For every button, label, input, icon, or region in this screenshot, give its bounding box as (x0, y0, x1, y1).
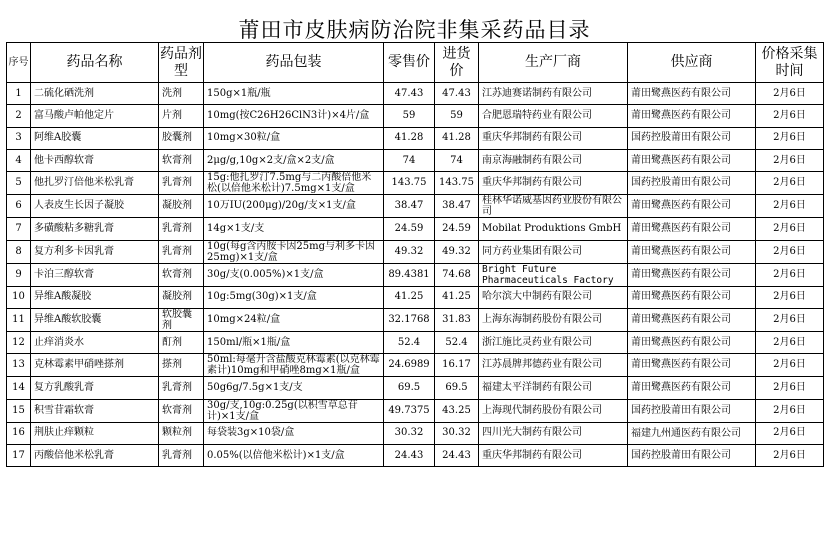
cell-date: 2月6日 (756, 263, 824, 286)
cell-name: 复方乳酸乳膏 (31, 377, 159, 399)
cell-maker: 桂林华诺威基因药业股份有限公司 (479, 195, 628, 218)
cell-pack: 10mg(按C26H26ClN3计)×4片/盒 (204, 105, 384, 127)
table-row (7, 445, 824, 467)
cell-form: 乳膏剂 (159, 445, 204, 467)
cell-supplier: 莆田鹭燕医药有限公司 (628, 377, 756, 399)
cell-supplier: 国药控股莆田有限公司 (628, 445, 756, 467)
cell-form: 乳膏剂 (159, 377, 204, 399)
header-date: 价格采集时间 (756, 43, 824, 83)
cell-retail: 41.28 (384, 127, 435, 149)
cell-retail: 24.6989 (384, 354, 435, 377)
cell-retail: 24.43 (384, 445, 435, 467)
cell-date: 2月6日 (756, 218, 824, 240)
cell-purchase: 74 (435, 150, 479, 172)
table-row (7, 105, 824, 127)
cell-maker: 哈尔滨大中制药有限公司 (479, 286, 628, 308)
cell-form: 搽剂 (159, 354, 204, 377)
cell-retail: 32.1768 (384, 309, 435, 332)
cell-name: 卡泊三醇软膏 (31, 263, 159, 286)
cell-pack: 2μg/g,10g×2支/盒×2支/盒 (204, 150, 384, 172)
cell-date: 2月6日 (756, 127, 824, 149)
cell-supplier: 莆田鹭燕医药有限公司 (628, 286, 756, 308)
cell-pack: 14g×1支/支 (204, 218, 384, 240)
table-row (7, 83, 824, 105)
cell-name: 人表皮生长因子凝胶 (31, 195, 159, 218)
cell-seq: 4 (7, 150, 31, 172)
header-retail: 零售价 (384, 43, 435, 83)
cell-supplier: 莆田鹭燕医药有限公司 (628, 83, 756, 105)
cell-maker: 上海现代制药股份有限公司 (479, 399, 628, 422)
cell-maker: 重庆华邦制药有限公司 (479, 172, 628, 195)
cell-supplier: 莆田鹭燕医药有限公司 (628, 105, 756, 127)
cell-maker: 福建太平洋制药有限公司 (479, 377, 628, 399)
header-seq: 序号 (7, 43, 31, 83)
cell-pack: 10g:5mg(30g)×1支/盒 (204, 286, 384, 308)
cell-maker: 重庆华邦制药有限公司 (479, 445, 628, 467)
cell-name: 克林霉素甲硝唑搽剂 (31, 354, 159, 377)
cell-date: 2月6日 (756, 195, 824, 218)
cell-seq: 10 (7, 286, 31, 308)
cell-supplier: 莆田鹭燕医药有限公司 (628, 354, 756, 377)
cell-pack: 10g(每g含丙胺卡因25mg与利多卡因25mg)×1支/盒 (204, 240, 384, 263)
cell-maker: 同方药业集团有限公司 (479, 240, 628, 263)
cell-pack: 50ml:每毫升含盐酸克林霉素(以克林霉素计)10mg和甲硝唑8mg×1瓶/盒 (204, 354, 384, 377)
cell-retail: 41.25 (384, 286, 435, 308)
cell-maker: 浙江施比灵药业有限公司 (479, 332, 628, 354)
cell-name: 异维A酸软胶囊 (31, 309, 159, 332)
cell-retail: 52.4 (384, 332, 435, 354)
cell-supplier: 莆田鹭燕医药有限公司 (628, 218, 756, 240)
cell-retail: 30.32 (384, 422, 435, 444)
cell-pack: 10mg×24粒/盒 (204, 309, 384, 332)
cell-date: 2月6日 (756, 105, 824, 127)
cell-name: 他卡西醇软膏 (31, 150, 159, 172)
cell-seq: 8 (7, 240, 31, 263)
cell-purchase: 74.68 (435, 263, 479, 286)
cell-date: 2月6日 (756, 422, 824, 444)
cell-name: 阿维A胶囊 (31, 127, 159, 149)
cell-date: 2月6日 (756, 309, 824, 332)
cell-maker: 江苏晨牌邦德药业有限公司 (479, 354, 628, 377)
cell-supplier: 莆田鹭燕医药有限公司 (628, 263, 756, 286)
cell-date: 2月6日 (756, 445, 824, 467)
cell-supplier: 莆田鹭燕医药有限公司 (628, 195, 756, 218)
cell-supplier: 国药控股莆田有限公司 (628, 172, 756, 195)
cell-maker: 上海东海制药股份有限公司 (479, 309, 628, 332)
cell-purchase: 143.75 (435, 172, 479, 195)
cell-seq: 9 (7, 263, 31, 286)
cell-purchase: 41.28 (435, 127, 479, 149)
table-header-row (7, 43, 824, 83)
cell-form: 乳膏剂 (159, 172, 204, 195)
cell-purchase: 24.59 (435, 218, 479, 240)
header-name: 药品名称 (31, 43, 159, 83)
table-row (7, 309, 824, 332)
cell-pack: 50g6g/7.5g×1支/支 (204, 377, 384, 399)
cell-form: 颗粒剂 (159, 422, 204, 444)
cell-seq: 7 (7, 218, 31, 240)
table-row (7, 172, 824, 195)
cell-purchase: 24.43 (435, 445, 479, 467)
cell-pack: 每袋装3g×10袋/盒 (204, 422, 384, 444)
cell-supplier: 莆田鹭燕医药有限公司 (628, 332, 756, 354)
cell-maker: Bright Future Pharmaceuticals Factory (479, 263, 628, 286)
cell-form: 洗剂 (159, 83, 204, 105)
cell-name: 积雪苷霜软膏 (31, 399, 159, 422)
header-form: 药品剂型 (159, 43, 204, 83)
cell-form: 凝胶剂 (159, 286, 204, 308)
cell-retail: 89.4381 (384, 263, 435, 286)
cell-purchase: 31.83 (435, 309, 479, 332)
cell-date: 2月6日 (756, 172, 824, 195)
cell-retail: 74 (384, 150, 435, 172)
cell-purchase: 47.43 (435, 83, 479, 105)
cell-supplier: 国药控股莆田有限公司 (628, 127, 756, 149)
cell-date: 2月6日 (756, 150, 824, 172)
cell-retail: 38.47 (384, 195, 435, 218)
cell-maker: 四川光大制药有限公司 (479, 422, 628, 444)
header-pack: 药品包装 (204, 43, 384, 83)
table-body (7, 83, 824, 467)
cell-seq: 15 (7, 399, 31, 422)
cell-name: 异维A酸凝胶 (31, 286, 159, 308)
cell-retail: 143.75 (384, 172, 435, 195)
cell-maker: 南京海融制药有限公司 (479, 150, 628, 172)
table-row (7, 354, 824, 377)
cell-seq: 3 (7, 127, 31, 149)
table-row (7, 399, 824, 422)
table-row (7, 240, 824, 263)
cell-seq: 17 (7, 445, 31, 467)
cell-name: 二硫化硒洗剂 (31, 83, 159, 105)
cell-form: 软膏剂 (159, 399, 204, 422)
header-supplier: 供应商 (628, 43, 756, 83)
table-row (7, 195, 824, 218)
cell-form: 凝胶剂 (159, 195, 204, 218)
table-row (7, 150, 824, 172)
table-row (7, 218, 824, 240)
cell-purchase: 43.25 (435, 399, 479, 422)
cell-date: 2月6日 (756, 332, 824, 354)
cell-form: 酊剂 (159, 332, 204, 354)
cell-purchase: 41.25 (435, 286, 479, 308)
cell-retail: 69.5 (384, 377, 435, 399)
cell-name: 荆肤止痒颗粒 (31, 422, 159, 444)
header-maker: 生产厂商 (479, 43, 628, 83)
cell-retail: 24.59 (384, 218, 435, 240)
cell-date: 2月6日 (756, 286, 824, 308)
cell-pack: 0.05%(以倍他米松计)×1支/盒 (204, 445, 384, 467)
cell-supplier: 福建九州通医药有限公司 (628, 422, 756, 444)
cell-pack: 30g/支,10g:0.25g(以积雪草总苷计)×1支/盒 (204, 399, 384, 422)
cell-form: 乳膏剂 (159, 218, 204, 240)
cell-purchase: 38.47 (435, 195, 479, 218)
cell-seq: 2 (7, 105, 31, 127)
cell-purchase: 16.17 (435, 354, 479, 377)
cell-supplier: 莆田鹭燕医药有限公司 (628, 309, 756, 332)
cell-seq: 13 (7, 354, 31, 377)
cell-name: 富马酸卢帕他定片 (31, 105, 159, 127)
cell-name: 多磺酸粘多糖乳膏 (31, 218, 159, 240)
drug-table (6, 42, 824, 467)
cell-name: 止痒消炎水 (31, 332, 159, 354)
cell-date: 2月6日 (756, 377, 824, 399)
cell-seq: 14 (7, 377, 31, 399)
cell-maker: 重庆华邦制药有限公司 (479, 127, 628, 149)
table-row (7, 127, 824, 149)
cell-maker: 江苏迪赛诺制药有限公司 (479, 83, 628, 105)
cell-form: 乳膏剂 (159, 240, 204, 263)
cell-retail: 49.32 (384, 240, 435, 263)
cell-name: 丙酸倍他米松乳膏 (31, 445, 159, 467)
cell-name: 他扎罗汀倍他米松乳膏 (31, 172, 159, 195)
header-purchase: 进货价 (435, 43, 479, 83)
cell-seq: 1 (7, 83, 31, 105)
cell-retail: 49.7375 (384, 399, 435, 422)
cell-date: 2月6日 (756, 240, 824, 263)
table-row (7, 377, 824, 399)
table-row (7, 332, 824, 354)
cell-purchase: 52.4 (435, 332, 479, 354)
cell-form: 胶囊剂 (159, 127, 204, 149)
cell-pack: 10万IU(200μg)/20g/支×1支/盒 (204, 195, 384, 218)
cell-pack: 150ml/瓶×1瓶/盒 (204, 332, 384, 354)
cell-form: 软胶囊剂 (159, 309, 204, 332)
cell-seq: 12 (7, 332, 31, 354)
cell-pack: 150g×1瓶/瓶 (204, 83, 384, 105)
cell-supplier: 莆田鹭燕医药有限公司 (628, 240, 756, 263)
cell-pack: 30g/支(0.005%)×1支/盒 (204, 263, 384, 286)
cell-purchase: 30.32 (435, 422, 479, 444)
table-row (7, 422, 824, 444)
cell-seq: 5 (7, 172, 31, 195)
cell-pack: 15g:他扎罗汀7.5mg与二丙酸倍他米松(以倍他米松计)7.5mg×1支/盒 (204, 172, 384, 195)
cell-seq: 6 (7, 195, 31, 218)
cell-form: 软膏剂 (159, 150, 204, 172)
cell-name: 复方利多卡因乳膏 (31, 240, 159, 263)
cell-maker: Mobilat Produktions GmbH (479, 218, 628, 240)
cell-supplier: 莆田鹭燕医药有限公司 (628, 150, 756, 172)
cell-date: 2月6日 (756, 354, 824, 377)
cell-supplier: 国药控股莆田有限公司 (628, 399, 756, 422)
cell-seq: 11 (7, 309, 31, 332)
cell-purchase: 69.5 (435, 377, 479, 399)
page-title: 莆田市皮肤病防治院非集采药品目录 (238, 18, 591, 42)
table-row (7, 263, 824, 286)
cell-date: 2月6日 (756, 399, 824, 422)
cell-pack: 10mg×30粒/盒 (204, 127, 384, 149)
cell-seq: 16 (7, 422, 31, 444)
cell-purchase: 49.32 (435, 240, 479, 263)
cell-retail: 47.43 (384, 83, 435, 105)
cell-maker: 合肥恩瑞特药业有限公司 (479, 105, 628, 127)
cell-form: 软膏剂 (159, 263, 204, 286)
cell-date: 2月6日 (756, 83, 824, 105)
cell-retail: 59 (384, 105, 435, 127)
cell-purchase: 59 (435, 105, 479, 127)
table-row (7, 286, 824, 308)
cell-form: 片剂 (159, 105, 204, 127)
